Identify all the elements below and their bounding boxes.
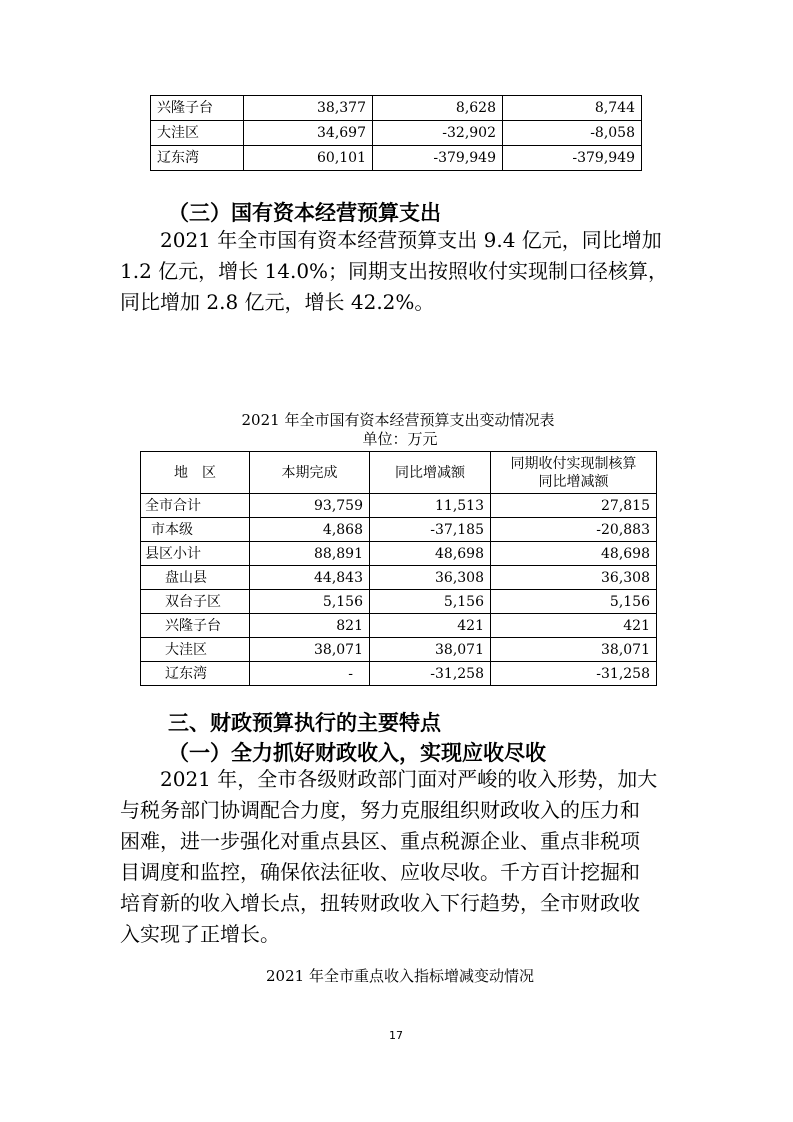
paragraph-line: 与税务部门协调配合力度，努力克服组织财政收入的压力和 [120,798,640,822]
header-current: 本期完成 [250,452,370,494]
cell-region: 大洼区 [151,121,244,146]
table-state-capital-expenditure [140,451,657,686]
paragraph-line: 同比增加 2.8 亿元，增长 42.2%。 [120,290,435,314]
table-row [141,494,657,518]
cell-value: 421 [491,614,657,638]
cell-value: 34,697 [244,121,373,146]
cell-value: 60,101 [244,146,373,171]
cell-value: -20,883 [491,518,657,542]
cell-value: -37,185 [370,518,491,542]
sub-heading: （一）全力抓好财政收入，实现应收尽收 [168,741,546,765]
cell-value: -31,258 [491,662,657,686]
cell-value: 38,071 [491,638,657,662]
table-row [141,638,657,662]
paragraph-line: 2021 年全市国有资本经营预算支出 9.4 亿元，同比增加 [160,228,662,252]
cell-value: 5,156 [491,590,657,614]
cell-region: 县区小计 [141,542,250,566]
table-row [141,518,657,542]
table-row [141,662,657,686]
table-row [151,96,642,121]
paragraph-line: 入实现了正增长。 [120,922,280,946]
table-body [151,96,642,171]
cell-value: 48,698 [491,542,657,566]
cell-value: - [250,662,370,686]
table-caption: 2021 年全市重点收入指标增减变动情况 [266,967,534,985]
cell-region: 兴隆子台 [151,96,244,121]
table-row [141,614,657,638]
cell-value: 38,071 [250,638,370,662]
cell-value: 88,891 [250,542,370,566]
cell-value: 38,071 [370,638,491,662]
section-paragraph [120,225,680,318]
cell-value: 4,868 [250,518,370,542]
paragraph-line: 培育新的收入增长点，扭转财政收入下行趋势，全市财政收 [120,891,640,915]
cell-value: 11,513 [370,494,491,518]
table-row [141,542,657,566]
header-cash-basis-line2: 同比增减额 [538,473,609,490]
cell-region: 兴隆子台 [141,614,250,638]
cell-region: 大洼区 [141,638,250,662]
table-row [151,146,642,171]
cell-value: 44,843 [250,566,370,590]
cell-region: 辽东湾 [141,662,250,686]
cell-value: 8,744 [503,96,642,121]
cell-value: 36,308 [491,566,657,590]
table-row [151,121,642,146]
cell-value: 27,815 [491,494,657,518]
cell-value: 48,698 [370,542,491,566]
table-row [141,590,657,614]
cell-region: 全市合计 [141,494,250,518]
cell-region: 盘山县 [141,566,250,590]
table-unit: 单位：万元 [362,430,438,448]
cell-value: -379,949 [503,146,642,171]
paragraph-line: 2021 年，全市各级财政部门面对严峻的收入形势，加大 [160,767,658,791]
cell-region: 辽东湾 [151,146,244,171]
paragraph-line: 困难，进一步强化对重点县区、重点税源企业、重点非税项 [120,829,640,853]
paragraph-line: 目调度和监控，确保依法征收、应收尽收。千方百计挖掘和 [120,860,640,884]
header-cash-basis-line1: 同期收付实现制核算 [510,455,637,472]
cell-value: 93,759 [250,494,370,518]
table-title: 2021 年全市国有资本经营预算支出变动情况表 [241,411,555,429]
cell-value: -8,058 [503,121,642,146]
page-number: 17 [389,1029,403,1042]
cell-value: -31,258 [370,662,491,686]
header-cash-basis [491,452,657,494]
cell-value: 421 [370,614,491,638]
cell-value: -32,902 [373,121,503,146]
header-region: 地 区 [141,452,250,494]
cell-value: -379,949 [373,146,503,171]
paragraph-line: 1.2 亿元，增长 14.0%；同期支出按照收付实现制口径核算， [120,259,669,283]
cell-value: 5,156 [250,590,370,614]
cell-value: 38,377 [244,96,373,121]
cell-value: 8,628 [373,96,503,121]
part-heading: 三、财政预算执行的主要特点 [168,711,441,735]
cell-region: 双台子区 [141,590,250,614]
table-row [141,566,657,590]
section-heading: （三）国有资本经营预算支出 [168,201,441,225]
header-yoy: 同比增减额 [370,452,491,494]
table-regional-continued [150,95,642,171]
cell-region: 市本级 [141,518,250,542]
cell-value: 5,156 [370,590,491,614]
cell-value: 36,308 [370,566,491,590]
part-paragraph [120,764,680,950]
cell-value: 821 [250,614,370,638]
table-header-row [141,452,657,494]
table-body [141,494,657,686]
